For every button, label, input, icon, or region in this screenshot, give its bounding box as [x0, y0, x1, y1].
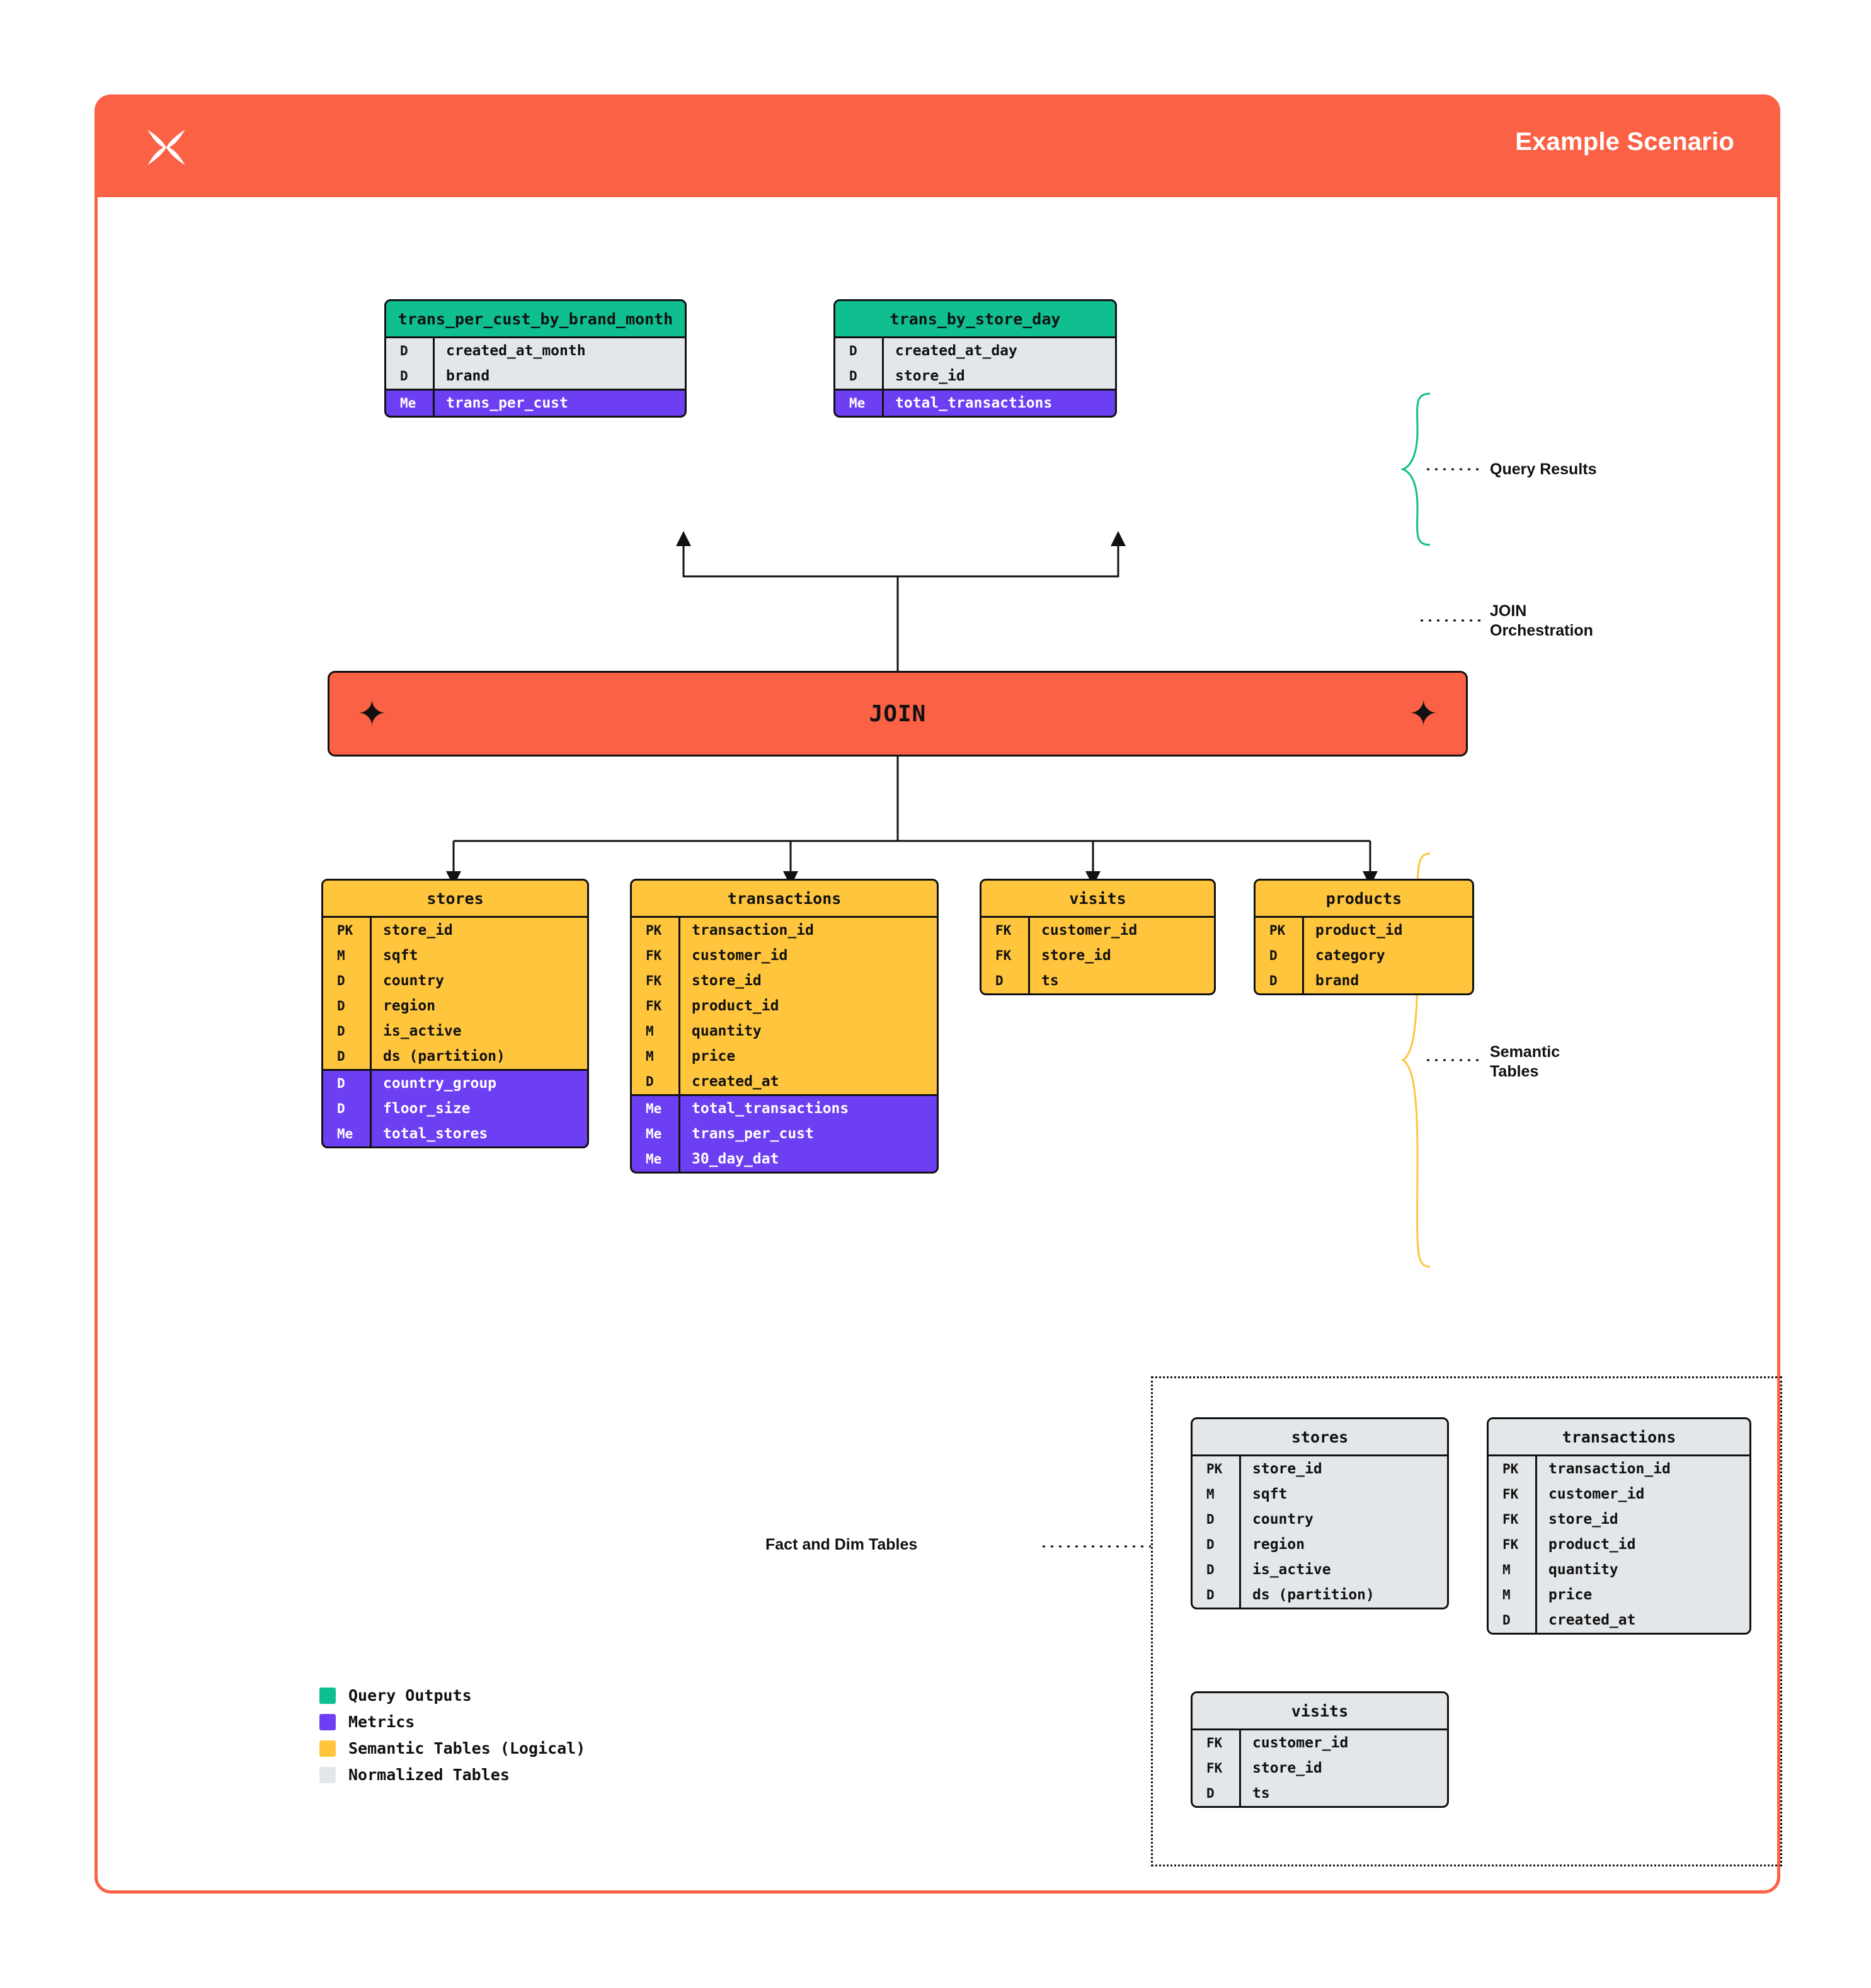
table-row: [1193, 1507, 1447, 1532]
row-value: brand: [1302, 968, 1472, 993]
row-value: created_at: [1535, 1608, 1749, 1633]
row-key: FK: [1206, 1735, 1223, 1751]
table-row: [1256, 943, 1472, 968]
table-title: trans_by_store_day: [833, 299, 1117, 338]
annotation-label-line1: JOIN: [1490, 602, 1527, 620]
row-key: D: [337, 1024, 345, 1039]
row-key: D: [1206, 1537, 1215, 1552]
row-value: store_id: [1535, 1507, 1749, 1532]
row-key: FK: [646, 973, 662, 988]
legend-item: [319, 1766, 585, 1784]
row-value: ts: [1239, 1781, 1447, 1806]
legend-label: Semantic Tables (Logical): [348, 1739, 586, 1757]
row-key: D: [1269, 973, 1278, 988]
row-value: store_id: [1239, 1756, 1447, 1781]
query-result-table-1: [833, 299, 1117, 418]
table-row: [323, 1044, 587, 1069]
annotation-semantic-tables: [1490, 1043, 1560, 1082]
row-key: D: [337, 998, 345, 1014]
legend-item: [319, 1713, 585, 1731]
row-value: created_at: [678, 1069, 937, 1094]
row-value: store_id: [1239, 1456, 1447, 1482]
table-row: [323, 1121, 587, 1146]
row-value: trans_per_cust: [678, 1121, 937, 1146]
annotation-join-orchestration: [1490, 602, 1593, 641]
table-row: [1489, 1608, 1749, 1633]
row-value: country_group: [370, 1071, 587, 1096]
row-key: D: [400, 343, 408, 358]
row-key: D: [337, 973, 345, 988]
row-value: trans_per_cust: [433, 391, 685, 416]
table-title: transactions: [630, 879, 939, 918]
table-metric-rows: [833, 391, 1117, 418]
table-row: [1193, 1756, 1447, 1781]
table-row: [1489, 1557, 1749, 1582]
legend-swatch: [319, 1767, 336, 1783]
row-key: FK: [1502, 1512, 1519, 1527]
table-dimension-rows: [833, 338, 1117, 391]
row-key: M: [1502, 1562, 1511, 1577]
row-key: M: [337, 948, 345, 963]
query-result-table-0: [384, 299, 687, 418]
row-value: product_id: [1535, 1532, 1749, 1557]
row-value: total_transactions: [678, 1096, 937, 1121]
row-value: category: [1302, 943, 1472, 968]
row-key: PK: [646, 923, 662, 938]
table-row: [632, 1044, 937, 1069]
row-value: country: [370, 968, 587, 993]
row-key: D: [1206, 1587, 1215, 1602]
row-key: Me: [400, 396, 416, 411]
row-key: FK: [995, 923, 1012, 938]
table-row: [1256, 918, 1472, 943]
row-value: transaction_id: [678, 918, 937, 943]
row-key: FK: [1502, 1537, 1519, 1552]
table-row: [1193, 1582, 1447, 1608]
row-value: transaction_id: [1535, 1456, 1749, 1482]
row-value: customer_id: [678, 943, 937, 968]
annotation-label: Fact and Dim Tables: [765, 1536, 918, 1553]
row-value: created_at_month: [433, 338, 685, 363]
row-key: D: [1206, 1562, 1215, 1577]
row-value: price: [1535, 1582, 1749, 1608]
legend: [319, 1686, 585, 1792]
table-row: [323, 1096, 587, 1121]
row-key: D: [400, 368, 408, 384]
table-row: [1193, 1456, 1447, 1482]
legend-label: Metrics: [348, 1713, 415, 1731]
row-value: customer_id: [1535, 1482, 1749, 1507]
sparkle-icon: ✦: [1409, 694, 1438, 733]
card-header: [98, 98, 1777, 197]
legend-label: Query Outputs: [348, 1686, 472, 1705]
table-field-rows: [1254, 918, 1474, 995]
row-value: store_id: [882, 363, 1115, 389]
row-value: floor_size: [370, 1096, 587, 1121]
row-value: store_id: [370, 918, 587, 943]
row-value: total_transactions: [882, 391, 1115, 416]
table-row: [632, 1019, 937, 1044]
table-row: [1256, 968, 1472, 993]
table-title: visits: [980, 879, 1216, 918]
row-value: product_id: [678, 993, 937, 1019]
table-row: [1193, 1781, 1447, 1806]
row-key: D: [646, 1074, 654, 1089]
annotation-label-line2: Tables: [1490, 1063, 1539, 1081]
table-field-rows: [630, 918, 939, 1096]
row-key: D: [995, 973, 1004, 988]
semantic-table-visits: [980, 879, 1216, 995]
normalized-table-visits: [1191, 1691, 1449, 1808]
x-mark-logo-icon: [142, 123, 191, 172]
row-value: ds (partition): [370, 1044, 587, 1069]
row-key: M: [1502, 1587, 1511, 1602]
row-key: Me: [646, 1151, 662, 1167]
row-key: D: [849, 343, 857, 358]
row-key: D: [337, 1101, 345, 1116]
row-key: FK: [1206, 1761, 1223, 1776]
annotation-label-line2: Orchestration: [1490, 622, 1593, 640]
annotation-label-line1: Semantic: [1490, 1043, 1560, 1061]
row-key: Me: [646, 1126, 662, 1141]
row-value: quantity: [1535, 1557, 1749, 1582]
table-row: [981, 943, 1214, 968]
row-key: D: [1206, 1786, 1215, 1801]
row-value: created_at_day: [882, 338, 1115, 363]
table-title: stores: [1191, 1417, 1449, 1456]
row-value: total_stores: [370, 1121, 587, 1146]
semantic-table-products: [1254, 879, 1474, 995]
table-row: [386, 338, 685, 363]
row-key: D: [1206, 1512, 1215, 1527]
table-row: [1489, 1582, 1749, 1608]
table-field-rows: [1191, 1730, 1449, 1808]
row-value: 30_day_dat: [678, 1146, 937, 1172]
table-title: trans_per_cust_by_brand_month: [384, 299, 687, 338]
row-value: customer_id: [1028, 918, 1214, 943]
semantic-table-stores: [321, 879, 589, 1148]
table-field-rows: [980, 918, 1216, 995]
table-row: [323, 1071, 587, 1096]
table-row: [323, 1019, 587, 1044]
normalized-table-transactions: [1487, 1417, 1751, 1635]
table-row: [632, 968, 937, 993]
row-key: D: [1502, 1613, 1511, 1628]
row-key: FK: [995, 948, 1012, 963]
table-row: [323, 968, 587, 993]
table-row: [323, 993, 587, 1019]
row-value: ts: [1028, 968, 1214, 993]
table-field-rows: [1191, 1456, 1449, 1609]
table-row: [981, 968, 1214, 993]
table-row: [632, 1121, 937, 1146]
row-key: PK: [337, 923, 353, 938]
table-row: [835, 391, 1115, 416]
table-row: [1193, 1730, 1447, 1756]
row-key: M: [1206, 1487, 1215, 1502]
table-row: [386, 363, 685, 389]
row-value: country: [1239, 1507, 1447, 1532]
row-key: FK: [1502, 1487, 1519, 1502]
row-value: region: [370, 993, 587, 1019]
legend-item: [319, 1739, 585, 1757]
table-row: [1193, 1532, 1447, 1557]
row-key: D: [337, 1049, 345, 1064]
table-row: [632, 943, 937, 968]
annotation-label: Query Results: [1490, 460, 1597, 478]
legend-swatch: [319, 1740, 336, 1757]
table-row: [632, 1069, 937, 1094]
row-value: brand: [433, 363, 685, 389]
table-row: [1489, 1532, 1749, 1557]
table-row: [835, 363, 1115, 389]
normalized-table-stores: [1191, 1417, 1449, 1609]
legend-swatch: [319, 1714, 336, 1730]
table-metric-rows: [384, 391, 687, 418]
row-key: FK: [646, 948, 662, 963]
table-row: [1489, 1507, 1749, 1532]
row-key: FK: [646, 998, 662, 1014]
table-row: [386, 391, 685, 416]
table-metric-rows: [321, 1071, 589, 1148]
table-title: stores: [321, 879, 589, 918]
table-field-rows: [321, 918, 589, 1071]
row-key: M: [646, 1024, 654, 1039]
table-row: [1489, 1456, 1749, 1482]
row-key: D: [1269, 948, 1278, 963]
sparkle-icon: ✦: [357, 694, 387, 733]
scenario-card: [94, 94, 1780, 1894]
table-title: visits: [1191, 1691, 1449, 1730]
table-row: [632, 1096, 937, 1121]
row-value: product_id: [1302, 918, 1472, 943]
table-row: [632, 993, 937, 1019]
table-row: [632, 918, 937, 943]
table-row: [632, 1146, 937, 1172]
row-key: PK: [1502, 1461, 1519, 1477]
table-row: [1193, 1557, 1447, 1582]
row-value: price: [678, 1044, 937, 1069]
row-key: Me: [337, 1126, 353, 1141]
join-label: JOIN: [869, 700, 927, 727]
row-key: Me: [646, 1101, 662, 1116]
page-title: Example Scenario: [1515, 128, 1734, 156]
row-key: D: [337, 1076, 345, 1091]
row-value: store_id: [678, 968, 937, 993]
legend-item: [319, 1686, 585, 1705]
annotation-query-results: [1490, 460, 1597, 479]
table-row: [1193, 1482, 1447, 1507]
table-row: [323, 943, 587, 968]
table-metric-rows: [630, 1096, 939, 1174]
row-value: sqft: [1239, 1482, 1447, 1507]
row-key: Me: [849, 396, 866, 411]
table-row: [1489, 1482, 1749, 1507]
row-value: is_active: [1239, 1557, 1447, 1582]
table-row: [323, 918, 587, 943]
table-title: products: [1254, 879, 1474, 918]
table-title: transactions: [1487, 1417, 1751, 1456]
row-value: sqft: [370, 943, 587, 968]
row-value: store_id: [1028, 943, 1214, 968]
legend-label: Normalized Tables: [348, 1766, 510, 1784]
table-field-rows: [1487, 1456, 1751, 1635]
row-value: region: [1239, 1532, 1447, 1557]
row-value: is_active: [370, 1019, 587, 1044]
row-key: M: [646, 1049, 654, 1064]
row-key: D: [849, 368, 857, 384]
table-row: [981, 918, 1214, 943]
legend-swatch: [319, 1688, 336, 1704]
row-key: PK: [1206, 1461, 1223, 1477]
annotation-fact-dim: [765, 1535, 917, 1555]
row-value: customer_id: [1239, 1730, 1447, 1756]
row-value: ds (partition): [1239, 1582, 1447, 1608]
row-value: quantity: [678, 1019, 937, 1044]
semantic-table-transactions: [630, 879, 939, 1174]
table-dimension-rows: [384, 338, 687, 391]
join-orchestration-bar: [328, 671, 1468, 757]
row-key: PK: [1269, 923, 1286, 938]
table-row: [835, 338, 1115, 363]
